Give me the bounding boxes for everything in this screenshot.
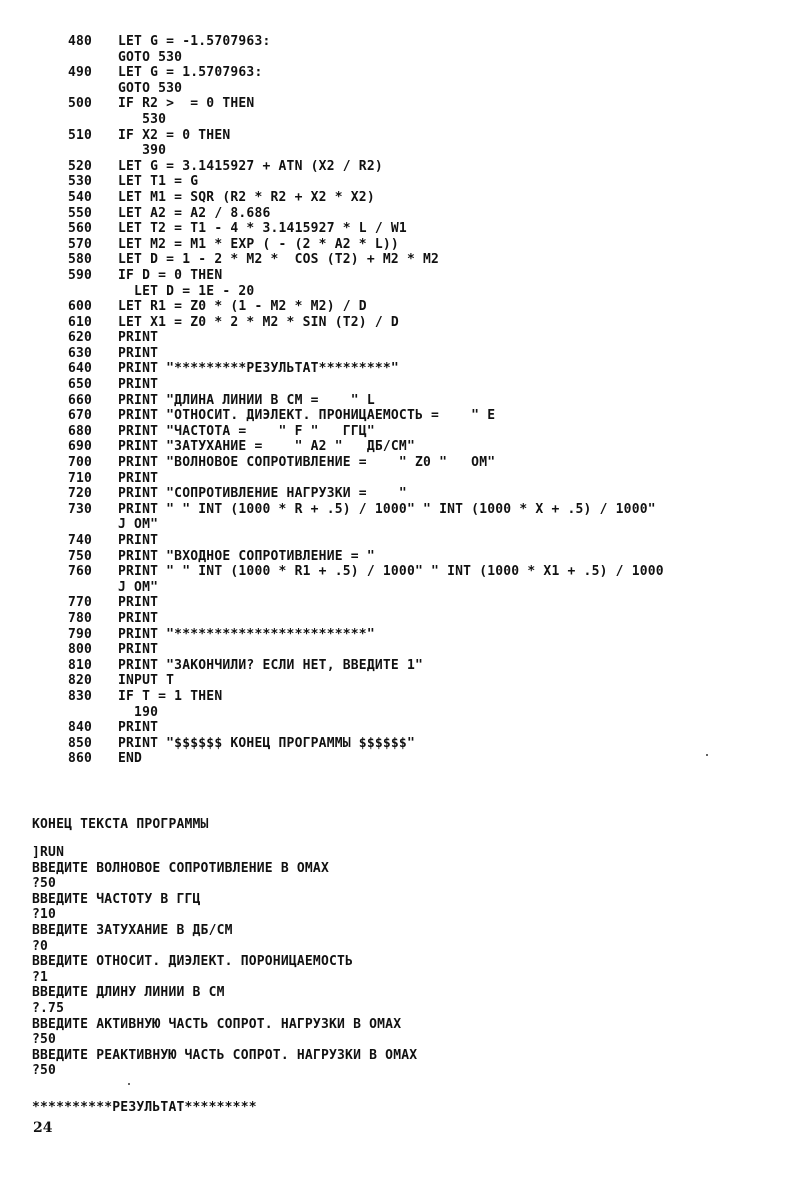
line-number: 570 (68, 236, 93, 252)
line-number: 790 (68, 626, 93, 642)
statement: PRINT (118, 533, 159, 548)
statement: LET R1 = Z0 * (1 - M2 * M2) / D (118, 299, 367, 315)
prompt-line: ВВЕДИТЕ ОТНОСИТ. ДИЭЛЕКТ. ПОРОНИЦАЕМОСТЬ (32, 954, 354, 970)
user-input-value: ?1 (32, 969, 49, 985)
statement: PRINT "ЗАКОНЧИЛИ? ЕСЛИ НЕТ, ВВЕДИТЕ 1" (118, 657, 424, 673)
print-speck (128, 1083, 130, 1085)
code-line (68, 65, 778, 81)
statement: PRINT "ВОЛНОВОЕ СОПРОТИВЛЕНИЕ = " Z0 " ОМ" (118, 455, 496, 471)
line-number: 780 (68, 610, 93, 626)
code-line (68, 268, 778, 284)
prompt-line: ВВЕДИТЕ ЧАСТОТУ В ГГЦ (32, 891, 201, 907)
code-line (68, 502, 778, 518)
statement: IF R2 > = 0 THEN (118, 96, 255, 112)
code-line (68, 736, 778, 752)
statement: PRINT "ДЛИНА ЛИНИИ В СМ = " L (118, 392, 375, 408)
statement: LET G = 1.5707963: (118, 65, 263, 81)
statement-continuation: GOTO 530 (118, 49, 183, 65)
statement-continuation: 390 (118, 143, 167, 159)
statement: LET G = -1.5707963: (118, 34, 271, 49)
user-input-value: ?0 (32, 938, 49, 954)
code-line (68, 299, 778, 315)
statement: PRINT (118, 377, 159, 393)
line-number: 760 (68, 564, 93, 580)
line-number: 860 (68, 751, 93, 767)
statement: LET A2 = A2 / 8.686 (118, 205, 271, 221)
statement: LET D = 1 - 2 * M2 * COS (T2) + M2 * M2 (118, 252, 440, 268)
code-line (68, 190, 778, 206)
line-number: 610 (68, 314, 93, 330)
line-number: 850 (68, 735, 93, 751)
end-of-listing-note: КОНЕЦ ТЕКСТА ПРОГРАММЫ (32, 817, 209, 832)
statement: PRINT "$$$$$$ КОНЕЦ ПРОГРАММЫ $$$$$$" (118, 735, 415, 751)
code-line (68, 96, 778, 112)
prompt-line: ВВЕДИТЕ РЕАКТИВНУЮ ЧАСТЬ СОПРОТ. НАГРУЗКИ В ОМАХ (32, 1047, 418, 1063)
line-number: 690 (68, 439, 93, 455)
statement: PRINT "ОТНОСИТ. ДИЭЛЕКТ. ПРОНИЦАЕМОСТЬ = " E (118, 408, 496, 424)
statement: LET T2 = T1 - 4 * 3.1415927 * L / W1 (118, 221, 407, 237)
statement: LET T1 = G (118, 174, 199, 190)
code-line (68, 252, 778, 268)
statement-continuation: J ОМ" (118, 579, 159, 595)
statement: LET G = 3.1415927 + ATN (X2 / R2) (118, 158, 383, 174)
line-number: 520 (68, 158, 93, 174)
line-number: 660 (68, 392, 93, 408)
prompt-line: ВВЕДИТЕ АКТИВНУЮ ЧАСТЬ СОПРОТ. НАГРУЗКИ В ОМАХ (32, 1016, 402, 1032)
statement: PRINT " " INT (1000 * R1 + .5) / 1000" " INT (1000 * X1 + .5) / 1000 (118, 564, 664, 580)
line-number: 810 (68, 657, 93, 673)
statement: PRINT (118, 345, 159, 361)
code-line (68, 439, 778, 455)
statement: PRINT (118, 470, 159, 486)
line-number: 530 (68, 174, 93, 190)
user-input-value: ?50 (32, 1063, 57, 1079)
statement: PRINT "************************" (118, 626, 375, 642)
code-line (68, 549, 778, 565)
line-number: 720 (68, 486, 93, 502)
basic-program-listing (68, 34, 778, 767)
statement: PRINT "ВХОДНОЕ СОПРОТИВЛЕНИЕ = " (118, 548, 375, 564)
code-line (68, 658, 778, 674)
line-number: 650 (68, 377, 93, 393)
line-number: 580 (68, 252, 93, 268)
line-number: 740 (68, 533, 93, 548)
code-line (68, 377, 778, 393)
line-number: 630 (68, 345, 93, 361)
statement: LET M2 = M1 * EXP ( - (2 * A2 * L)) (118, 236, 399, 252)
prompt-line: ВВЕДИТЕ ВОЛНОВОЕ СОПРОТИВЛЕНИЕ В ОМАХ (32, 860, 329, 876)
statement: PRINT (118, 330, 159, 346)
user-input-value: ?10 (32, 907, 57, 923)
statement: PRINT " " INT (1000 * R + .5) / 1000" " INT (1000 * X + .5) / 1000" (118, 501, 656, 517)
statement: PRINT (118, 610, 159, 626)
statement: LET X1 = Z0 * 2 * M2 * SIN (T2) / D (118, 314, 399, 330)
line-number: 540 (68, 189, 93, 205)
code-line (68, 424, 778, 440)
statement: PRINT (118, 720, 159, 736)
line-number: 840 (68, 720, 93, 736)
code-line (68, 408, 778, 424)
statement: PRINT "ЗАТУХАНИЕ = " A2 " ДБ/СМ" (118, 439, 415, 455)
line-number: 730 (68, 501, 93, 517)
code-line (68, 471, 778, 487)
statement: IF D = 0 THEN (118, 267, 223, 283)
statement-continuation: 190 (118, 704, 159, 720)
results-banner: **********РЕЗУЛЬТАТ********* (32, 1100, 257, 1115)
code-line (68, 627, 778, 643)
code-line (68, 486, 778, 502)
code-line (68, 720, 778, 736)
statement: PRINT "СОПРОТИВЛЕНИЕ НАГРУЗКИ = " (118, 486, 407, 502)
statement: PRINT (118, 595, 159, 611)
code-line (68, 128, 778, 144)
prompt-line: ВВЕДИТЕ ДЛИНУ ЛИНИИ В СМ (32, 985, 225, 1001)
line-number: 820 (68, 673, 93, 689)
line-number: 680 (68, 423, 93, 439)
user-input-value: ?.75 (32, 1000, 65, 1016)
user-input-value: ?50 (32, 1032, 57, 1048)
line-number: 510 (68, 127, 93, 143)
line-number: 600 (68, 299, 93, 315)
code-line (68, 564, 778, 580)
code-line (68, 689, 778, 705)
line-number: 640 (68, 361, 93, 377)
code-line (68, 673, 778, 689)
code-line (68, 642, 778, 658)
code-line (68, 595, 778, 611)
line-number: 490 (68, 65, 93, 81)
statement-continuation: 530 (118, 111, 167, 127)
code-line (68, 159, 778, 175)
code-line (68, 221, 778, 237)
line-number: 550 (68, 205, 93, 221)
code-line (68, 751, 778, 767)
program-run-session (32, 845, 772, 1079)
code-line (68, 455, 778, 471)
line-number: 480 (68, 34, 93, 49)
code-line (68, 393, 778, 409)
code-line (68, 174, 778, 190)
code-line (68, 330, 778, 346)
page-number: 24 (33, 1120, 53, 1136)
code-line (68, 611, 778, 627)
statement: LET M1 = SQR (R2 * R2 + X2 * X2) (118, 189, 375, 205)
statement: IF T = 1 THEN (118, 688, 223, 704)
line-number: 500 (68, 96, 93, 112)
line-number: 670 (68, 408, 93, 424)
code-line (68, 533, 778, 549)
statement: INPUT T (118, 673, 175, 689)
line-number: 560 (68, 221, 93, 237)
code-line (68, 346, 778, 362)
line-number: 710 (68, 470, 93, 486)
line-number: 700 (68, 455, 93, 471)
statement-continuation: J ОМ" (118, 517, 159, 533)
line-number: 590 (68, 267, 93, 283)
prompt-line: ВВЕДИТЕ ЗАТУХАНИЕ В ДБ/СМ (32, 922, 233, 938)
code-line (68, 206, 778, 222)
line-number: 800 (68, 642, 93, 658)
statement: PRINT "*********РЕЗУЛЬТАТ*********" (118, 361, 399, 377)
statement: PRINT (118, 642, 159, 658)
line-number: 750 (68, 548, 93, 564)
code-line (68, 315, 778, 331)
user-input-value: ?50 (32, 876, 57, 892)
prompt-line: ]RUN (32, 845, 65, 860)
line-number: 770 (68, 595, 93, 611)
statement: END (118, 751, 143, 767)
code-line (68, 237, 778, 253)
statement: IF X2 = 0 THEN (118, 127, 231, 143)
code-line (68, 361, 778, 377)
statement-continuation: GOTO 530 (118, 80, 183, 96)
line-number: 620 (68, 330, 93, 346)
code-line (68, 34, 778, 50)
statement: PRINT "ЧАСТОТА = " F " ГГЦ" (118, 423, 375, 439)
line-number: 830 (68, 688, 93, 704)
statement-continuation: LET D = 1E - 20 (118, 283, 255, 299)
print-speck (706, 754, 708, 756)
